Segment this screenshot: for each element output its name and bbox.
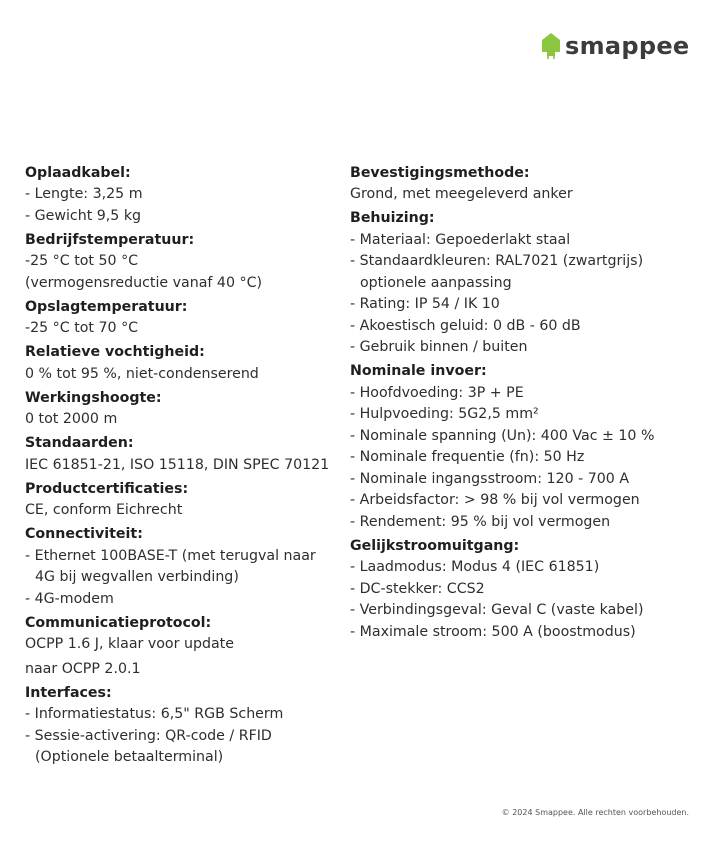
spec-line: - Akoestisch geluid: 0 dB - 60 dB — [350, 317, 581, 334]
spec-line: - Nominale spanning (Un): 400 Vac ± 10 % — [350, 427, 655, 444]
spec-column-right — [350, 160, 690, 643]
spec-column-left — [25, 160, 340, 769]
spec-line: - Nominale ingangsstroom: 120 - 700 A — [350, 470, 630, 487]
spec-section-interfaces — [25, 683, 340, 769]
spec-section-oplaadkabel — [25, 163, 340, 228]
spec-section-connectiviteit — [25, 524, 340, 610]
spec-line: OCPP 1.6 J, klaar voor update — [25, 636, 234, 652]
smappee-house-plug-icon — [541, 32, 561, 60]
spec-line: - Verbindingsgeval: Geval C (vaste kabel) — [350, 602, 644, 618]
spec-line: CE, conform Eichrecht — [25, 502, 183, 518]
spec-line: - Rating: IP 54 / IK 10 — [350, 296, 500, 312]
copyright-footer: © 2024 Smappee. Alle rechten voorbehouden. — [501, 808, 689, 817]
spec-section-vochtigheid — [25, 342, 340, 385]
spec-line: - Materiaal: Gepoederlakt staal — [350, 231, 571, 248]
brand-logo — [541, 30, 690, 62]
spec-line: -25 °C tot 70 °C — [25, 320, 139, 336]
spec-line: - Hulpvoeding: 5G2,5 mm² — [350, 406, 539, 422]
spec-line: - 4G-modem — [25, 590, 114, 607]
spec-heading: Bedrijfstemperatuur: — [25, 231, 195, 248]
spec-section-bedrijfstemperatuur — [25, 230, 340, 295]
spec-line: (Optionele betaalterminal) — [35, 749, 224, 765]
spec-heading: Behuizing: — [350, 210, 435, 226]
spec-line: - Informatiestatus: 6,5" RGB Scherm — [25, 706, 284, 722]
spec-heading: Connectiviteit: — [25, 526, 143, 542]
spec-line: (vermogensreductie vanaf 40 °C) — [25, 274, 263, 291]
spec-line: - Ethernet 100BASE-T (met terugval naar — [25, 547, 316, 564]
spec-heading: Gelijkstroomuitgang: — [350, 537, 520, 554]
spec-line: 0 tot 2000 m — [25, 411, 118, 427]
spec-line: - Gewicht 9,5 kg — [25, 207, 142, 224]
spec-line: - Rendement: 95 % bij vol vermogen — [350, 513, 611, 530]
spec-heading: Opslagtemperatuur: — [25, 298, 188, 315]
spec-heading: Werkingshoogte: — [25, 389, 162, 406]
spec-line: -25 °C tot 50 °C — [25, 253, 139, 269]
spec-section-opslagtemperatuur — [25, 297, 340, 340]
spec-section-gelijkstroomuitgang — [350, 536, 690, 644]
spec-section-standaarden — [25, 433, 340, 476]
spec-line: - Gebruik binnen / buiten — [350, 339, 528, 355]
spec-line: Grond, met meegeleverd anker — [350, 186, 573, 202]
spec-heading: Interfaces: — [25, 684, 112, 701]
brand-name: smappee — [565, 32, 690, 60]
spec-section-bevestigingsmethode — [350, 163, 690, 206]
spec-section-nominale-invoer — [350, 361, 690, 533]
spec-heading: Bevestigingsmethode: — [350, 164, 530, 181]
spec-line: - Laadmodus: Modus 4 (IEC 61851) — [350, 559, 600, 575]
spec-line: - Arbeidsfactor: > 98 % bij vol vermogen — [350, 492, 640, 508]
spec-line: naar OCPP 2.0.1 — [25, 660, 141, 677]
spec-line: optionele aanpassing — [360, 274, 512, 291]
spec-section-werkingshoogte — [25, 388, 340, 431]
spec-heading: Relatieve vochtigheid: — [25, 344, 205, 360]
spec-line: - Hoofdvoeding: 3P + PE — [350, 384, 524, 401]
spec-line: - Sessie-activering: QR-code / RFID — [25, 727, 272, 744]
spec-heading: Oplaadkabel: — [25, 164, 131, 181]
spec-line: - Nominale frequentie (fn): 50 Hz — [350, 449, 585, 465]
spec-line: - DC-stekker: CCS2 — [350, 580, 485, 597]
spec-line: IEC 61851-21, ISO 15118, DIN SPEC 70121 — [25, 456, 330, 473]
spec-heading: Communicatieprotocol: — [25, 614, 212, 631]
spec-line: - Standaardkleuren: RAL7021 (zwartgrijs) — [350, 253, 644, 269]
spec-line: 0 % tot 95 %, niet-condenserend — [25, 365, 259, 382]
spec-line: 4G bij wegvallen verbinding) — [35, 569, 239, 585]
spec-heading: Standaarden: — [25, 435, 134, 451]
spec-line: - Lengte: 3,25 m — [25, 186, 143, 202]
spec-line: - Maximale stroom: 500 A (boostmodus) — [350, 623, 636, 640]
spec-heading: Productcertificaties: — [25, 480, 189, 497]
spec-heading: Nominale invoer: — [350, 363, 487, 379]
spec-section-communicatieprotocol — [25, 613, 340, 681]
spec-section-productcertificaties — [25, 479, 340, 522]
spec-section-behuizing — [350, 208, 690, 359]
